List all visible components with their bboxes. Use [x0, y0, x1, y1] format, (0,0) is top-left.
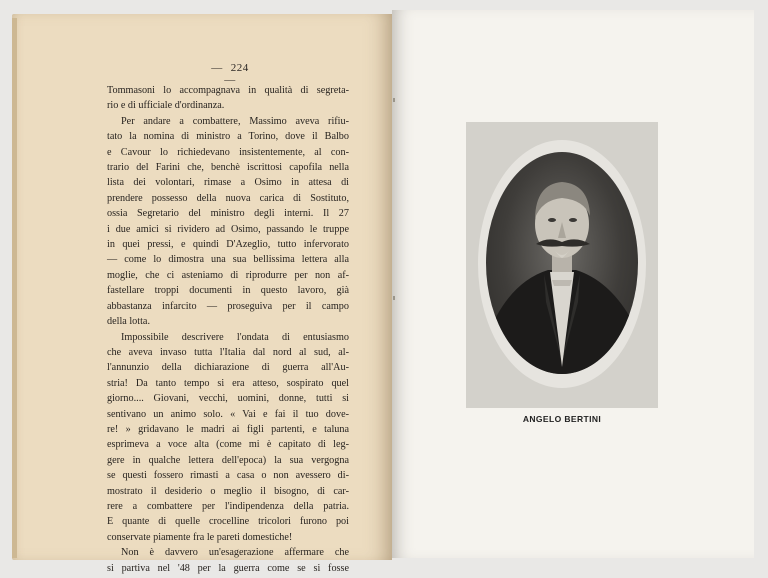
text-line: prendere possesso della nuova carica di Sostituto, — [107, 192, 349, 204]
text-line: Non è davvero un'esagerazione affermare che — [121, 547, 349, 559]
text-line: lista dei volontari, rimase a Osimo in attesa di — [107, 177, 349, 189]
text-line: — come lo dimostra una sua bellissima lettera alla — [107, 254, 349, 266]
portrait-figure — [486, 152, 638, 374]
text-line: si partiva nel '48 per la guerra come se si fosse — [107, 562, 349, 574]
text-line: esprimeva a voce alta (come mi è capitato di leg- — [107, 439, 349, 451]
portrait-caption: ANGELO BERTINI — [522, 414, 602, 424]
text-line: stria! Da tanto tempo si era atteso, sospirato quel — [107, 377, 349, 389]
page-number-dash-right: — — [224, 74, 236, 86]
text-line: Tommasoni lo accompagnava in qualità di segreta- — [107, 85, 349, 96]
text-line: e Cavour lo richiedevano insistentemente, al con- — [107, 146, 349, 158]
text-line: mostrato il desiderio o meglio il bisogno, di car- — [107, 485, 349, 497]
text-line: fastellare troppi documenti in questo lavoro, già — [107, 285, 349, 297]
page-number-value: 224 — [230, 62, 249, 74]
binding-stitch — [393, 296, 395, 300]
text-line: Per andare a combattere, Massimo aveva rifiu- — [121, 115, 349, 127]
text-line: giorno.... Giovani, vecchi, uomini, donne, tutti si — [107, 393, 349, 405]
text-line: in quei pressi, e quindi D'Azeglio, tutto infervorato — [107, 239, 349, 251]
text-line: rere a combattere per l'indipendenza della patria. — [107, 500, 349, 512]
text-line: tato la nomina di ministro a Torino, dove il Balbo — [107, 131, 349, 143]
left-page-edge — [12, 18, 17, 558]
text-line: i due amici si rividero ad Osimo, passando le truppe — [107, 223, 349, 235]
text-line: se questi fossero rimasti a casa o non avessero di- — [107, 470, 349, 482]
text-line: re! » gridavano le madri ai figli partenti, e taluna — [107, 423, 349, 435]
text-line: trario del Farini che, benchè iscrittosi capofila nella — [107, 162, 349, 174]
text-line: moglie, che ci asteniamo di riprodurre per non af- — [107, 269, 349, 281]
text-line: sentivano un animo solo. « Vai e fai il tuo dove- — [107, 408, 349, 420]
text-line: della lotta. — [107, 316, 150, 328]
text-line: gere in qualche lettera dell'epoca) la sua vergogna — [107, 454, 349, 466]
text-line: conservate piamente fra le pareti domestiche! — [107, 531, 293, 543]
text-line: ossia Segretario del ministro degli interni. Il 27 — [107, 208, 349, 220]
text-line: l'annunzio della dichiarazione di guerra all'Au- — [107, 362, 349, 374]
text-line: che aveva invaso tutta l'Italia dal nord al sud, al- — [107, 346, 349, 358]
binding-stitch — [393, 98, 395, 102]
portrait-photograph — [486, 152, 638, 374]
text-line: rio e di ufficiale d'ordinanza. — [107, 100, 225, 112]
text-line: E quante di quelle crocelline tricolori furono poi — [107, 516, 349, 528]
page-number-dash-left: — — [211, 62, 223, 74]
body-text — [107, 83, 349, 576]
text-line: abbastanza infarcito — proseguiva per il campo — [107, 300, 349, 312]
text-line: Impossibile descrivere l'ondata di entusiasmo — [121, 331, 349, 343]
